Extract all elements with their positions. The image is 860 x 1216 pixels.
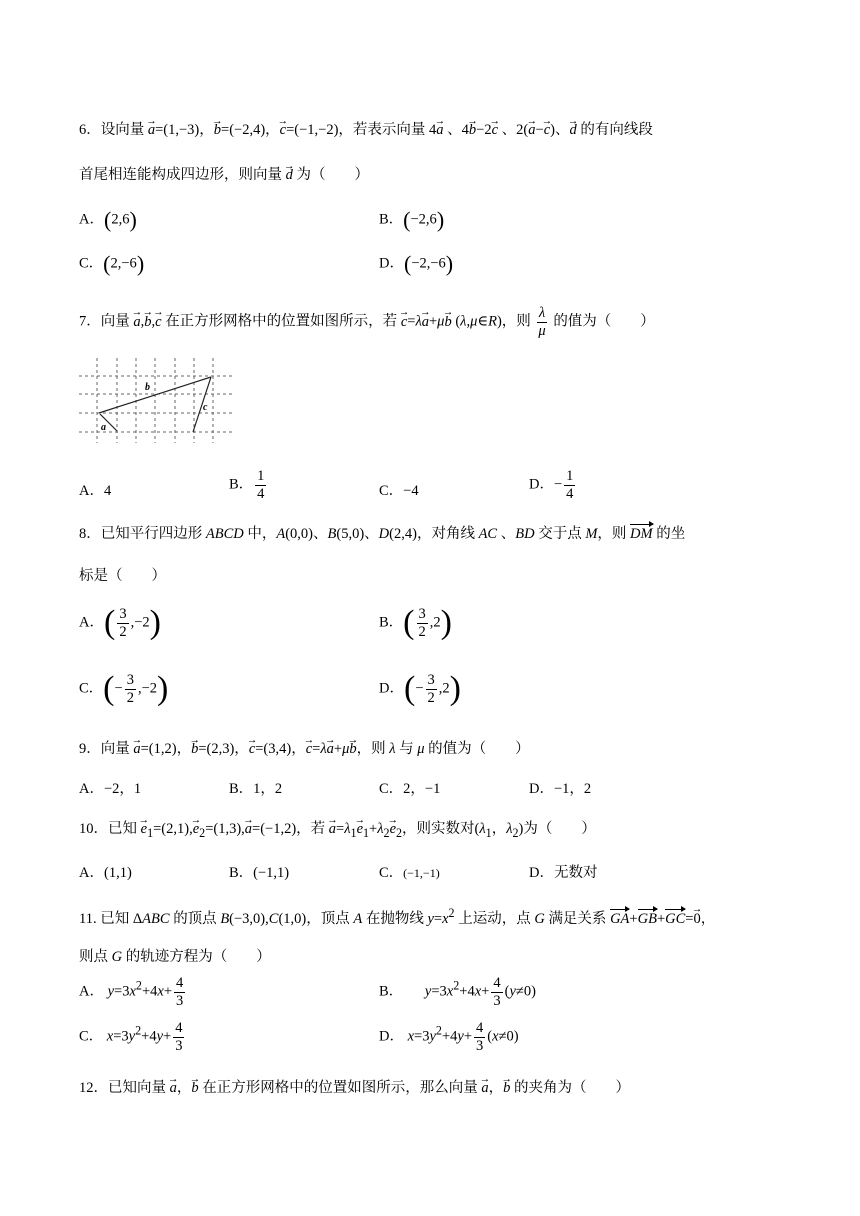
q12-stem: 12．已知向量 → a，→ b 在正方形网格中的位置如图所示，那么向量 → a，→ b 的夹角为（ ） (79, 1076, 630, 1097)
q8-option-c[interactable]: C．(− $\frac{3}{2}$ ,−2) (79, 670, 169, 707)
q9-option-d[interactable]: D．−1，2 (529, 781, 592, 797)
q6-option-a[interactable]: A．(2,6) (79, 207, 137, 232)
q10-option-a[interactable]: A．(1,1) (79, 865, 132, 881)
q8-option-a[interactable]: A．( $\frac{3}{2}$ ,−2) (79, 604, 161, 641)
q9-option-a[interactable]: A．−2，1 (79, 781, 142, 797)
q6-option-b[interactable]: B．(−2,6) (379, 207, 445, 232)
q10-option-d[interactable]: D．无数对 (529, 865, 598, 881)
q7-option-b[interactable]: B． $\frac{1}{4}$ (229, 468, 265, 502)
q8-option-d[interactable]: D．(− $\frac{3}{2}$ ,2) (379, 670, 461, 707)
q8-option-b[interactable]: B．( $\frac{3}{2}$ ,2) (379, 604, 452, 641)
q11-stem-line1: 11. 已知 ΔABC 的顶点 B(−3,0),C(1,0)，顶点 A 在抛物线 $y=x^2$ 上运动，点 G 满足关系 GA+GB+GC=→ 0， (79, 906, 715, 928)
q9-stem: 9．向量 → a=(1,2)，→ b=(2,3)，→ c=(3,4)，→ c=λ→ a+μ→ b，则 λ 与 μ 的值为（ ） (79, 737, 530, 758)
q10-option-c[interactable]: C．(−1,−1) (379, 865, 440, 881)
q11-option-a[interactable]: A． $y=3x^2+4x+$ $\frac{4}{3}$ (79, 975, 184, 1009)
q6-option-d[interactable]: D．(−2,−6) (379, 251, 454, 276)
q7-label-b: b (145, 382, 150, 393)
q6-stem-line2: 首尾相连能构成四边形，则向量 → d 为（ ） (79, 163, 369, 184)
q7-option-c[interactable]: C．−4 (379, 483, 419, 499)
q7-label-a: a (101, 422, 106, 433)
q7-option-d[interactable]: D．− $\frac{1}{4}$ (529, 468, 574, 502)
q7-label-c: c (203, 402, 208, 413)
q9-option-b[interactable]: B．1，2 (229, 781, 283, 797)
q11-option-c[interactable]: C． $x=3y^2+4y+$ $\frac{4}{3}$ (79, 1020, 183, 1054)
q11-option-b[interactable]: B． $y=3x^2+4x+$ $\frac{4}{3}$ (y≠0) (379, 975, 536, 1009)
q10-option-b[interactable]: B．(−1,1) (229, 865, 290, 881)
q6-stem-line1: 6．设向量 → a=(1,−3)，→ b=(−2,4)，→ c=(−1,−2)，若表示向量 4→ a 、4→ b−2→ c 、2(→ a−→ c)、→ d 的有向线段 (79, 118, 653, 139)
q7-option-a[interactable]: A．4 (79, 483, 112, 499)
q6-option-c[interactable]: C．(2,−6) (79, 251, 145, 276)
q7-stem: 7．向量 → a,→ b,→ c 在正方形网格中的位置如图所示，若 → c=λ→ a+μ→ b (λ,μ∈R)，则 $\frac{\lambda}{\mu}$ 的值为（ ） (79, 305, 655, 339)
q10-stem: 10．已知 → $e_1=(2,1),\to e_2=(1,3),\to a=(-1,2)$，若 → $a=\lambda_1\to e_1+\lambda_2\to e_2$，则实数对($\lambda_1$，$\lambda_2$)为（ ） (79, 817, 596, 841)
q7-grid-figure (79, 358, 239, 448)
q8-stem-line1: 8．已知平行四边形 ABCD 中，A(0,0)、B(5,0)、D(2,4)，对角线 AC 、BD 交于点 M，则 DM 的坐 (79, 526, 686, 542)
q9-option-c[interactable]: C．2，−1 (379, 781, 441, 797)
q8-stem-line2: 标是（ ） (79, 568, 166, 584)
q11-stem-line2: 则点 G 的轨迹方程为（ ） (79, 949, 271, 965)
q11-option-d[interactable]: D． $x=3y^2+4y+$ $\frac{4}{3}$ (x≠0) (379, 1020, 519, 1054)
